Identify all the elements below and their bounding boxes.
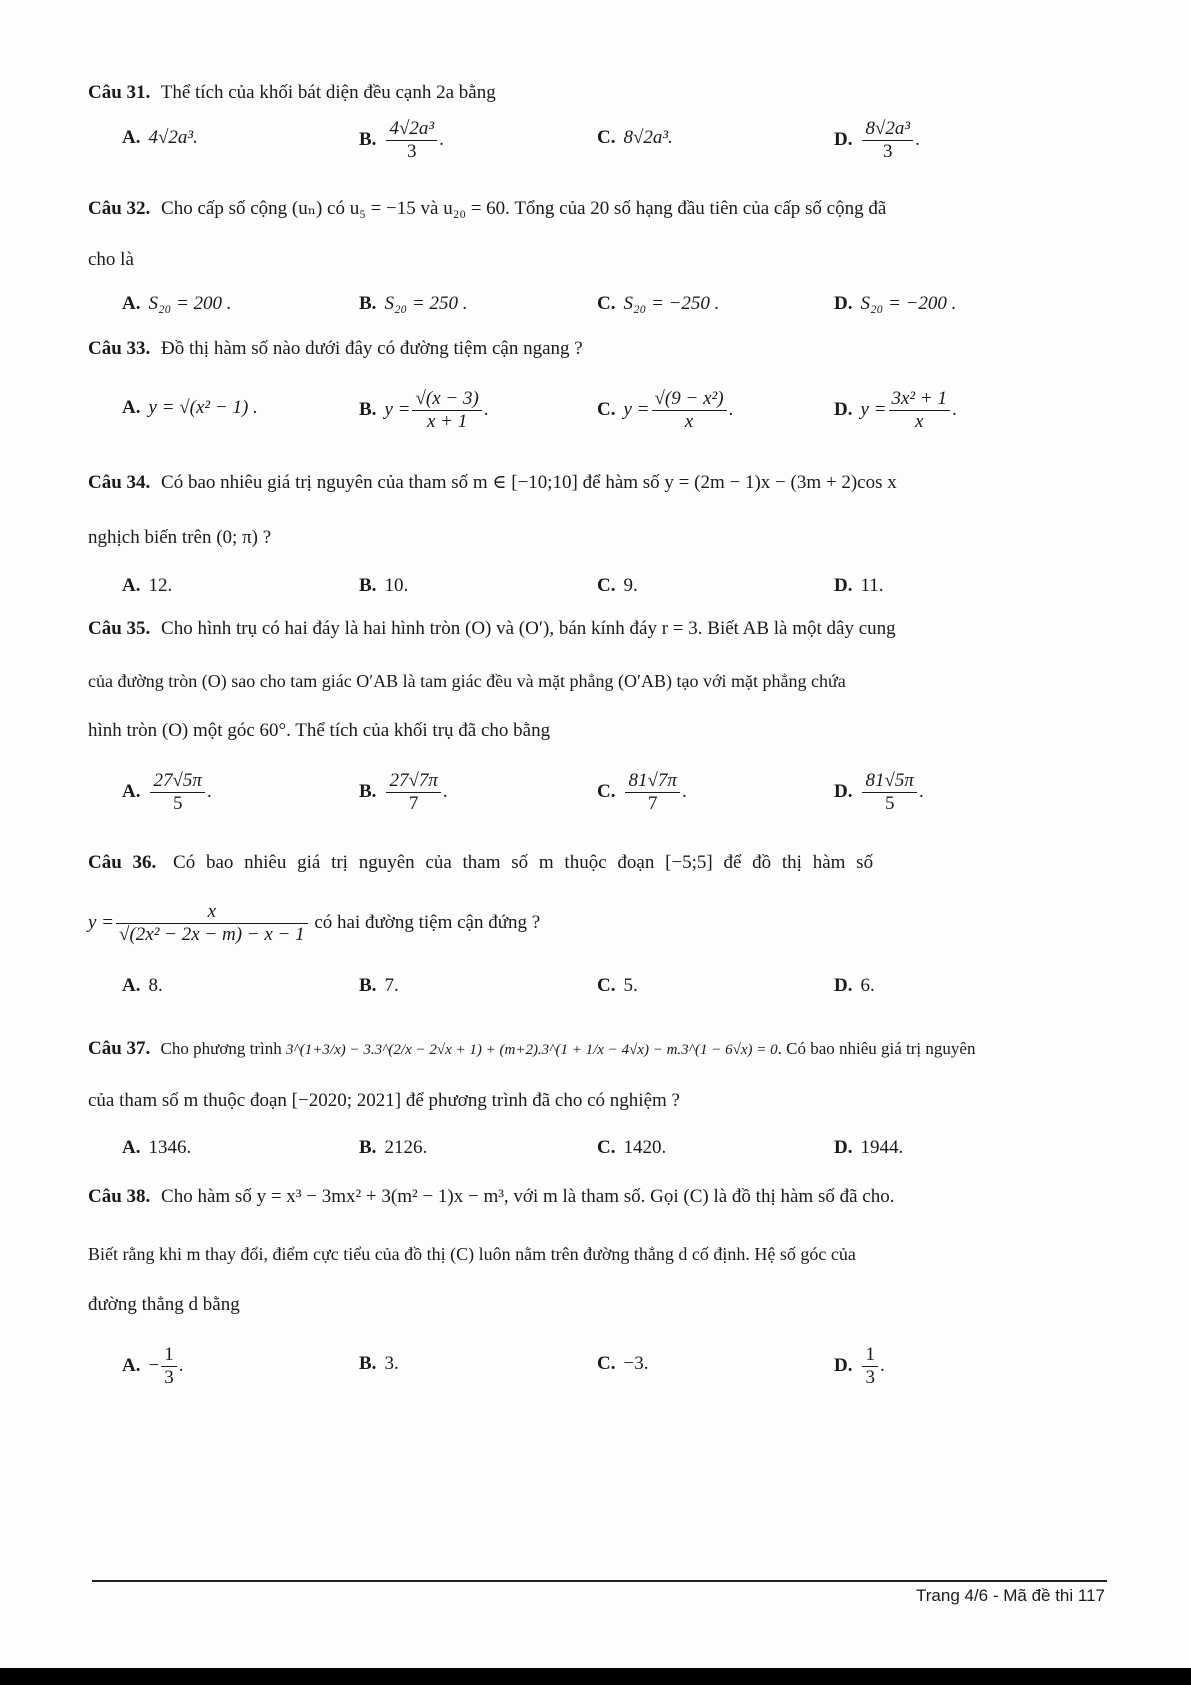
- question-37-equation: 3^(1+3/x) − 3.3^(2/x − 2√x + 1) + (m+2).3^(1 + 1/x − 4√x) − m.3^(1 − 6√x) = 0: [285, 1042, 778, 1058]
- q33-option-d[interactable]: D. y = $\frac{\text{3x² + 1}}{x}$ .: [834, 388, 957, 432]
- question-37-text-2: của tham số m thuộc đoạn [−2020; 2021] để phương trình đã cho có nghiệm ?: [88, 1090, 680, 1111]
- question-38-options: [122, 1344, 1102, 1388]
- q31-option-d[interactable]: D. $\frac{\text{8√2a³}}{3}$ .: [834, 118, 920, 162]
- q38-option-d[interactable]: D. $\frac{1}{3}$ .: [834, 1344, 885, 1388]
- page-footer: Trang 4/6 - Mã đề thi 117: [916, 1586, 1105, 1605]
- q32-option-b[interactable]: B. S₂₀ = 250 .: [359, 293, 468, 314]
- question-36-options: [122, 966, 1102, 1006]
- question-34-text-1: Có bao nhiêu giá trị nguyên của tham số m ∈ [−10;10] để hàm số y = (2m − 1)x − (3m + 2)cos x: [161, 472, 897, 493]
- question-38-number: Câu 38.: [88, 1186, 151, 1207]
- question-31-text: Thể tích của khối bát diện đều cạnh 2a bằng: [160, 82, 496, 103]
- question-32-number: Câu 32.: [88, 198, 151, 219]
- q37-option-b[interactable]: B. 2126.: [359, 1137, 428, 1158]
- question-34-options: [122, 566, 1102, 606]
- question-38-text-1: Cho hàm số y = x³ − 3mx² + 3(m² − 1)x − m³, với m là tham số. Gọi (C) là đồ thị hàm số đã cho.: [161, 1186, 895, 1207]
- q34-option-c[interactable]: C. 9.: [597, 575, 638, 596]
- q35-option-a[interactable]: A. $\frac{27√5\pi}{5}$ .: [122, 770, 212, 814]
- question-38-text-2: Biết rằng khi m thay đổi, điểm cực tiểu của đồ thị (C) luôn nằm trên đường thẳng d cố định. Hệ số góc của: [88, 1244, 856, 1264]
- question-35: [88, 616, 1108, 642]
- question-37-number: Câu 37.: [88, 1038, 151, 1059]
- question-34-number: Câu 34.: [88, 472, 151, 493]
- q35-option-d[interactable]: D. $\frac{81√5\pi}{5}$ .: [834, 770, 924, 814]
- question-32: [88, 196, 1108, 222]
- q31-option-a[interactable]: A. 4√2a³.: [122, 127, 198, 148]
- q34-option-d[interactable]: D. 11.: [834, 575, 884, 596]
- q31-option-b[interactable]: B. $\frac{\text{4√2a³}}{3}$ .: [359, 118, 444, 162]
- q34-option-a[interactable]: A. 12.: [122, 575, 173, 596]
- q36-function-prefix: y =: [88, 912, 115, 933]
- question-35-text-2: của đường tròn (O) sao cho tam giác O′AB là tam giác đều và mặt phẳng (O′AB) tạo với mặt phẳng chứa: [88, 671, 846, 691]
- question-35-text-3: hình tròn (O) một góc 60°. Thể tích của khối trụ đã cho bằng: [88, 720, 551, 741]
- q38-option-a[interactable]: A. − $\frac{1}{3}$ .: [122, 1344, 184, 1388]
- question-32-text-2: cho là: [88, 249, 134, 270]
- question-31-number: Câu 31.: [88, 82, 151, 103]
- question-37-text-pre: Cho phương trình: [160, 1039, 282, 1058]
- question-37-options: [122, 1128, 1102, 1168]
- q34-option-b[interactable]: B. 10.: [359, 575, 409, 596]
- question-32-text-1: Cho cấp số cộng (uₙ) có u₅ = −15 và u₂₀ = 60. Tổng của 20 số hạng đầu tiên của cấp số cộng đã: [161, 198, 887, 219]
- question-34-text-2: nghịch biến trên (0; π) ?: [88, 527, 272, 548]
- q38-option-c[interactable]: C. −3.: [597, 1353, 649, 1374]
- question-35-text-1: Cho hình trụ có hai đáy là hai hình tròn (O) và (O′), bán kính đáy r = 3. Biết AB là một dây cung: [161, 618, 896, 639]
- question-38-text-3: đường thẳng d bằng: [88, 1294, 240, 1315]
- footer-divider: [92, 1580, 1107, 1582]
- q36-option-b[interactable]: B. 7.: [359, 975, 399, 996]
- question-36-text-2: có hai đường tiệm cận đứng ?: [314, 912, 541, 933]
- q36-function-fraction: $\frac{x}{\text{√(2x² − 2x − m) − x − 1}}$: [116, 901, 308, 946]
- question-37: [88, 1036, 1108, 1063]
- question-33: [88, 336, 1108, 362]
- scan-bottom-edge: [0, 1668, 1191, 1685]
- q37-option-d[interactable]: D. 1944.: [834, 1137, 904, 1158]
- question-35-options: [122, 770, 1102, 814]
- q36-option-c[interactable]: C. 5.: [597, 975, 638, 996]
- q36-option-d[interactable]: D. 6.: [834, 975, 875, 996]
- question-37-text-post: . Có bao nhiêu giá trị nguyên: [777, 1039, 976, 1058]
- q32-option-c[interactable]: C. S₂₀ = −250 .: [597, 293, 720, 314]
- q32-option-a[interactable]: A. S₂₀ = 200 .: [122, 293, 232, 314]
- q32-option-d[interactable]: D. S₂₀ = −200 .: [834, 293, 957, 314]
- question-32-options: [122, 284, 1102, 324]
- question-31-options: [122, 118, 1102, 162]
- question-36-number: Câu 36.: [88, 852, 157, 873]
- question-33-text: Đồ thị hàm số nào dưới đây có đường tiệm cận ngang ?: [161, 338, 583, 359]
- q35-option-c[interactable]: C. $\frac{81√7\pi}{7}$ .: [597, 770, 687, 814]
- q33-option-b[interactable]: B. y = $\frac{√(x - 3)}{x + 1}$ .: [359, 388, 489, 432]
- q37-option-a[interactable]: A. 1346.: [122, 1137, 192, 1158]
- q37-option-c[interactable]: C. 1420.: [597, 1137, 667, 1158]
- question-36-text-1: Có bao nhiêu giá trị nguyên của tham số m thuộc đoạn [−5;5] để đồ thị hàm số: [173, 852, 874, 873]
- q38-option-b[interactable]: B. 3.: [359, 1353, 399, 1374]
- q33-option-c[interactable]: C. y = $\frac{\text{√(9 − x²)}}{x}$ .: [597, 388, 734, 432]
- question-36: [88, 850, 1108, 876]
- question-34: [88, 470, 1108, 496]
- question-33-number: Câu 33.: [88, 338, 151, 359]
- q33-option-a[interactable]: A. y = √(x² − 1) .: [122, 397, 258, 418]
- q31-option-c[interactable]: C. 8√2a³.: [597, 127, 673, 148]
- q35-option-b[interactable]: B. $\frac{27√7\pi}{7}$ .: [359, 770, 448, 814]
- question-36-formula-line: [88, 898, 1108, 948]
- question-31: [88, 80, 1108, 106]
- q36-option-a[interactable]: A. 8.: [122, 975, 163, 996]
- question-33-options: [122, 388, 1102, 432]
- question-35-number: Câu 35.: [88, 618, 151, 639]
- question-38: [88, 1184, 1108, 1210]
